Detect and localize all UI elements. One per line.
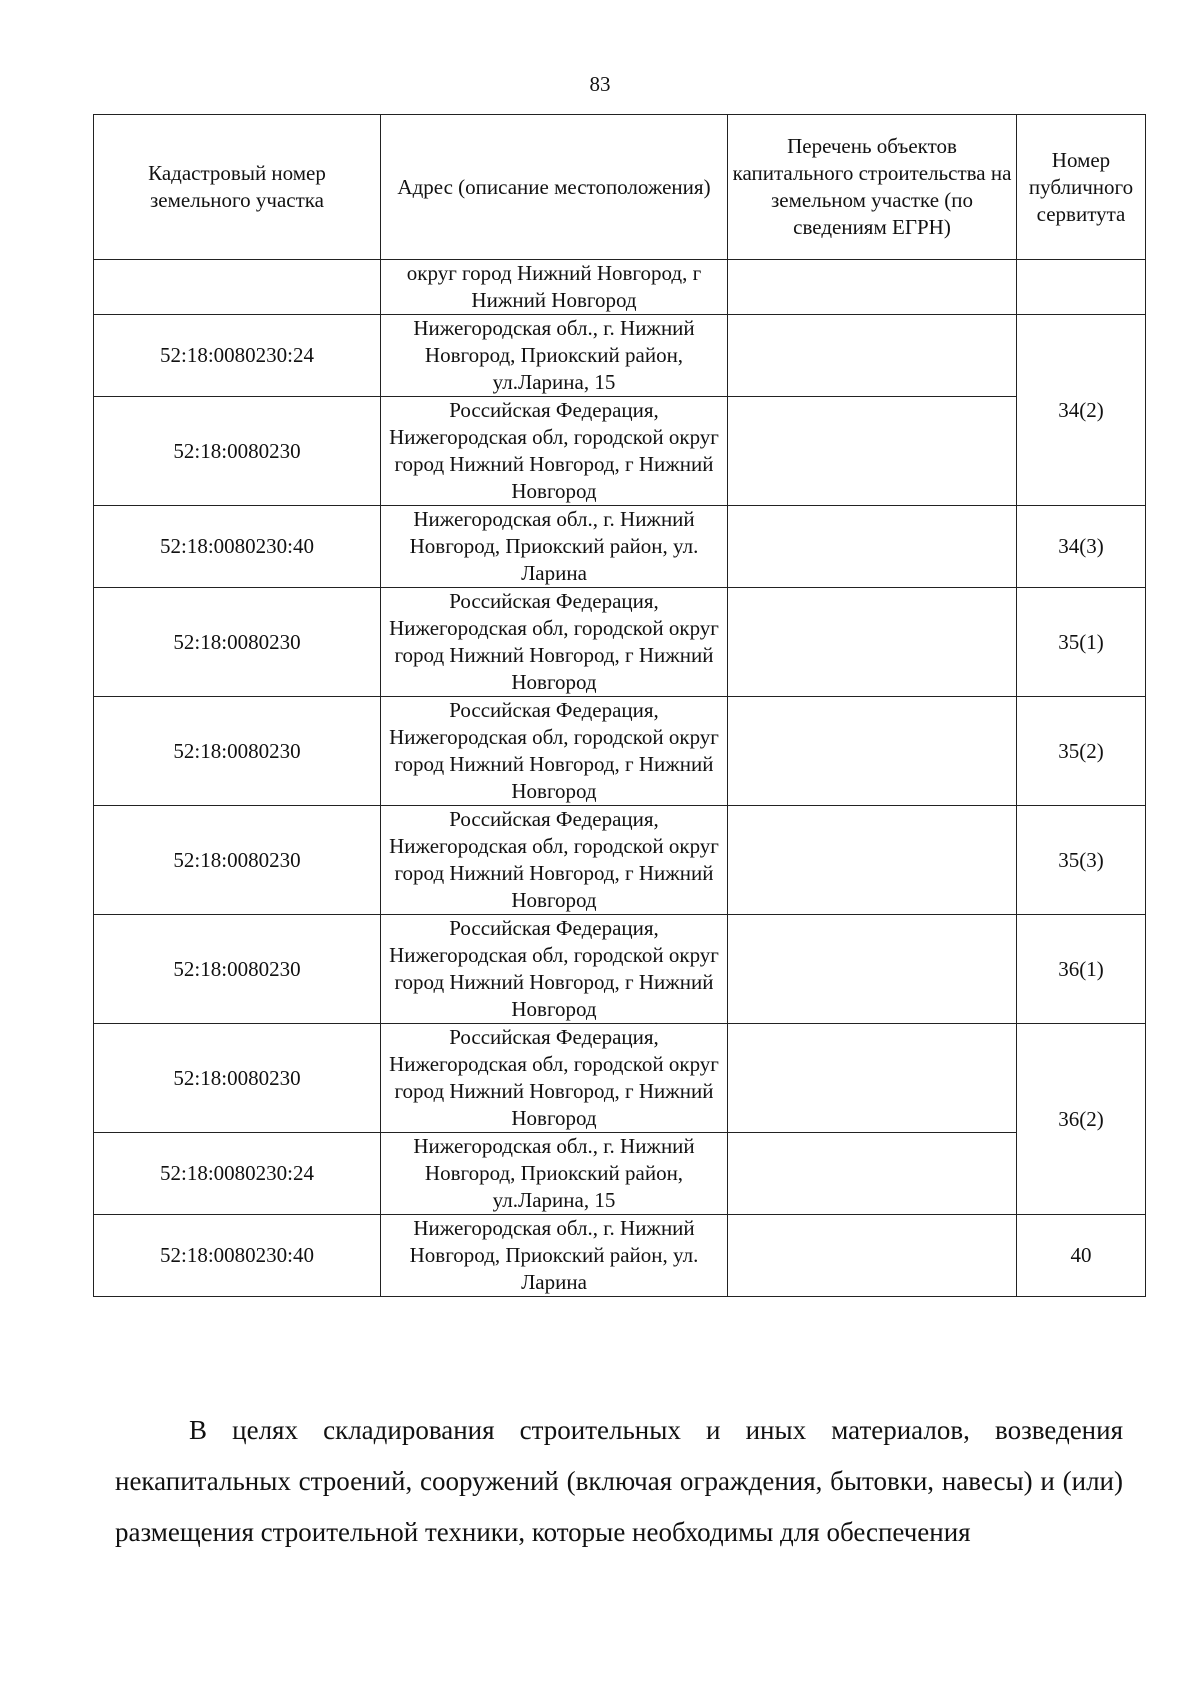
cell-capital-objects <box>728 397 1017 506</box>
cell-cadastral-number: 52:18:0080230:24 <box>94 1133 381 1215</box>
table-row <box>94 1133 1146 1215</box>
cell-servitude-number: 35(1) <box>1017 588 1146 697</box>
cell-address: Российская Федерация, Нижегородская обл, городской округ город Нижний Новгород, г Нижний Новгород <box>381 397 728 506</box>
cell-address: Нижегородская обл., г. Нижний Новгород, Приокский район, ул.Ларина, 15 <box>381 1133 728 1215</box>
table-row <box>94 260 1146 315</box>
cell-servitude-number: 35(3) <box>1017 806 1146 915</box>
cell-capital-objects <box>728 915 1017 1024</box>
cell-address: Нижегородская обл., г. Нижний Новгород, Приокский район, ул. Ларина <box>381 1215 728 1297</box>
cell-address: Российская Федерация, Нижегородская обл, городской округ город Нижний Новгород, г Нижний Новгород <box>381 697 728 806</box>
table-header-row <box>94 115 1146 260</box>
cell-cadastral-number: 52:18:0080230 <box>94 1024 381 1133</box>
table-row <box>94 697 1146 806</box>
cell-capital-objects <box>728 315 1017 397</box>
page-number: 83 <box>589 72 611 96</box>
cell-cadastral-number: 52:18:0080230 <box>94 588 381 697</box>
cell-cadastral-number: 52:18:0080230:40 <box>94 506 381 588</box>
cell-cadastral-number: 52:18:0080230:40 <box>94 1215 381 1297</box>
header-address: Адрес (описание местоположения) <box>381 115 728 260</box>
table-row <box>94 1024 1146 1133</box>
header-capital-objects: Перечень объектов капитального строительства на земельном участке (по сведениям ЕГРН) <box>728 115 1017 260</box>
header-servitude-number: Номер публичного сервитута <box>1017 115 1146 260</box>
table-row <box>94 588 1146 697</box>
table-row <box>94 315 1146 397</box>
cell-servitude-number: 36(1) <box>1017 915 1146 1024</box>
table-body <box>94 260 1146 1297</box>
cell-capital-objects <box>728 588 1017 697</box>
cell-address: Российская Федерация, Нижегородская обл, городской округ город Нижний Новгород, г Нижний Новгород <box>381 1024 728 1133</box>
table-row <box>94 397 1146 506</box>
table-row <box>94 506 1146 588</box>
cell-capital-objects <box>728 806 1017 915</box>
cell-cadastral-number: 52:18:0080230 <box>94 697 381 806</box>
table-row <box>94 1215 1146 1297</box>
cell-capital-objects <box>728 506 1017 588</box>
cell-servitude-number <box>1017 260 1146 315</box>
cell-address: Российская Федерация, Нижегородская обл, городской округ город Нижний Новгород, г Нижний Новгород <box>381 915 728 1024</box>
cell-servitude-number: 36(2) <box>1017 1024 1146 1215</box>
cell-address: Российская Федерация, Нижегородская обл, городской округ город Нижний Новгород, г Нижний Новгород <box>381 588 728 697</box>
table-row <box>94 915 1146 1024</box>
cell-capital-objects <box>728 260 1017 315</box>
land-plots-table <box>93 114 1146 1297</box>
cell-cadastral-number: 52:18:0080230 <box>94 806 381 915</box>
cell-address: округ город Нижний Новгород, г Нижний Новгород <box>381 260 728 315</box>
table-row <box>94 806 1146 915</box>
body-paragraph: В целях складирования строительных и иных материалов, возведения некапитальных строений, сооружений (включая ограждения, бытовки, навесы) и (или) размещения строительной техники, которые необходимы для обеспечения <box>115 1415 1123 1547</box>
header-cadastral-number: Кадастровый номер земельного участка <box>94 115 381 260</box>
cell-address: Российская Федерация, Нижегородская обл, городской округ город Нижний Новгород, г Нижний Новгород <box>381 806 728 915</box>
cell-capital-objects <box>728 1024 1017 1133</box>
cell-capital-objects <box>728 1133 1017 1215</box>
cell-servitude-number: 34(2) <box>1017 315 1146 506</box>
cell-address: Нижегородская обл., г. Нижний Новгород, Приокский район, ул. Ларина <box>381 506 728 588</box>
cell-capital-objects <box>728 697 1017 806</box>
cell-servitude-number: 34(3) <box>1017 506 1146 588</box>
cell-cadastral-number: 52:18:0080230:24 <box>94 315 381 397</box>
cell-cadastral-number: 52:18:0080230 <box>94 397 381 506</box>
cell-cadastral-number <box>94 260 381 315</box>
cell-address: Нижегородская обл., г. Нижний Новгород, Приокский район, ул.Ларина, 15 <box>381 315 728 397</box>
cell-servitude-number: 40 <box>1017 1215 1146 1297</box>
cell-capital-objects <box>728 1215 1017 1297</box>
cell-cadastral-number: 52:18:0080230 <box>94 915 381 1024</box>
cell-servitude-number: 35(2) <box>1017 697 1146 806</box>
